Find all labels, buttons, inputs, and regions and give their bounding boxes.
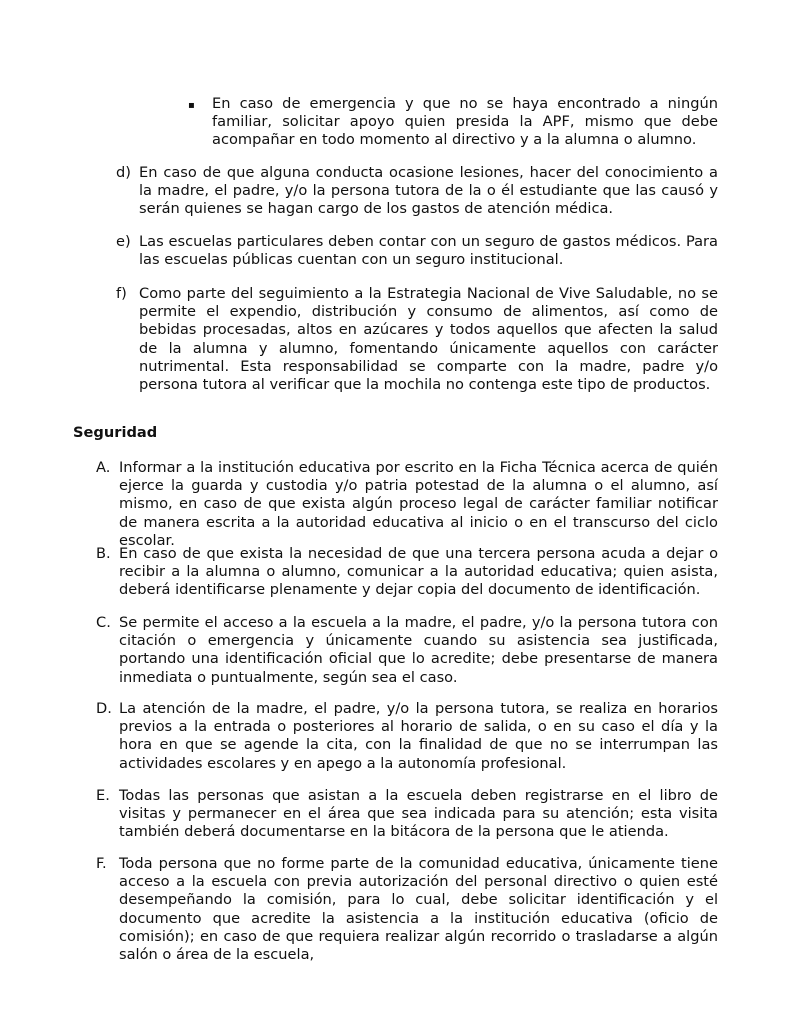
security-item-e: Todas las personas que asistan a la escuela deben registrarse en el libro de visitas y permanecer en el área que sea indicada para su atención; esta visita también deberá documentarse en la bitácora de la persona que le atienda. — [119, 787, 718, 841]
list-marker-f-upper: F. — [96, 855, 107, 872]
list-marker-a: A. — [96, 459, 111, 476]
security-item-f: Toda persona que no forme parte de la comunidad educativa, únicamente tiene acceso a la escuela con previa autorización del personal directivo o quien esté desempeñando la comisión, para lo cual, debe solicitar identificación y el documento que acredite la asistencia a la institución educativa (oficio de comisión); en caso de que requiera realizar algún recorrido o trasladarse a algún salón o área de la escuela, — [119, 855, 718, 964]
list-marker-d: d) — [116, 164, 131, 181]
list-item-e: Las escuelas particulares deben contar con un seguro de gastos médicos. Para las escuelas públicas cuentan con un seguro institucional. — [139, 233, 718, 269]
list-marker-e-upper: E. — [96, 787, 110, 804]
security-item-a: Informar a la institución educativa por escrito en la Ficha Técnica acerca de quién ejerce la guarda y custodia y/o patria potestad de la alumna o el alumno, así mismo, en caso de que exista algún proceso legal de carácter familiar notificar de manera escrita a la autoridad educativa al inicio o en el transcurso del ciclo escolar. — [119, 459, 718, 549]
list-marker-c: C. — [96, 614, 111, 631]
list-marker-b: B. — [96, 545, 111, 562]
section-heading: Seguridad — [73, 424, 158, 441]
security-item-b: En caso de que exista la necesidad de que una tercera persona acuda a dejar o recibir a la alumna o alumno, comunicar a la autoridad educativa; quien asista, deberá identificarse plenamente y dejar copia del documento de identificación. — [119, 545, 718, 599]
list-marker-d-upper: D. — [96, 700, 112, 717]
security-item-c: Se permite el acceso a la escuela a la madre, el padre, y/o la persona tutora con citación o emergencia y únicamente cuando su asistencia sea justificada, portando una identificación oficial que lo acredite; debe presentarse de manera inmediata o puntualmente, según sea el caso. — [119, 614, 718, 686]
list-item-d: En caso de que alguna conducta ocasione lesiones, hacer del conocimiento a la madre, el padre, y/o la persona tutora de la o él estudiante que las causó y serán quienes se hagan cargo de los gastos de atención médica. — [139, 164, 718, 218]
bullet-paragraph: En caso de emergencia y que no se haya encontrado a ningún familiar, solicitar apoyo quien presida la APF, mismo que debe acompañar en todo momento al directivo y a la alumna o alumno. — [212, 95, 718, 149]
list-marker-e: e) — [116, 233, 131, 250]
list-marker-f: f) — [116, 285, 127, 302]
list-item-f: Como parte del seguimiento a la Estrategia Nacional de Vive Saludable, no se permite el expendio, distribución y consumo de alimentos, así como de bebidas procesadas, altos en azúcares y todos aquellos que afecten la salud de la alumna y alumno, fomentando únicamente aquellos con carácter nutrimental. Esta responsabilidad se comparte con la madre, padre y/o persona tutora al verificar que la mochila no contenga este tipo de productos. — [139, 285, 718, 394]
bullet-marker: ▪ — [188, 100, 195, 111]
security-item-d: La atención de la madre, el padre, y/o la persona tutora, se realiza en horarios previos a la entrada o posteriores al horario de salida, o en su caso el día y la hora en que se agende la cita, con la finalidad de que no se interrumpan las actividades escolares y en apego a la autonomía profesional. — [119, 700, 718, 772]
